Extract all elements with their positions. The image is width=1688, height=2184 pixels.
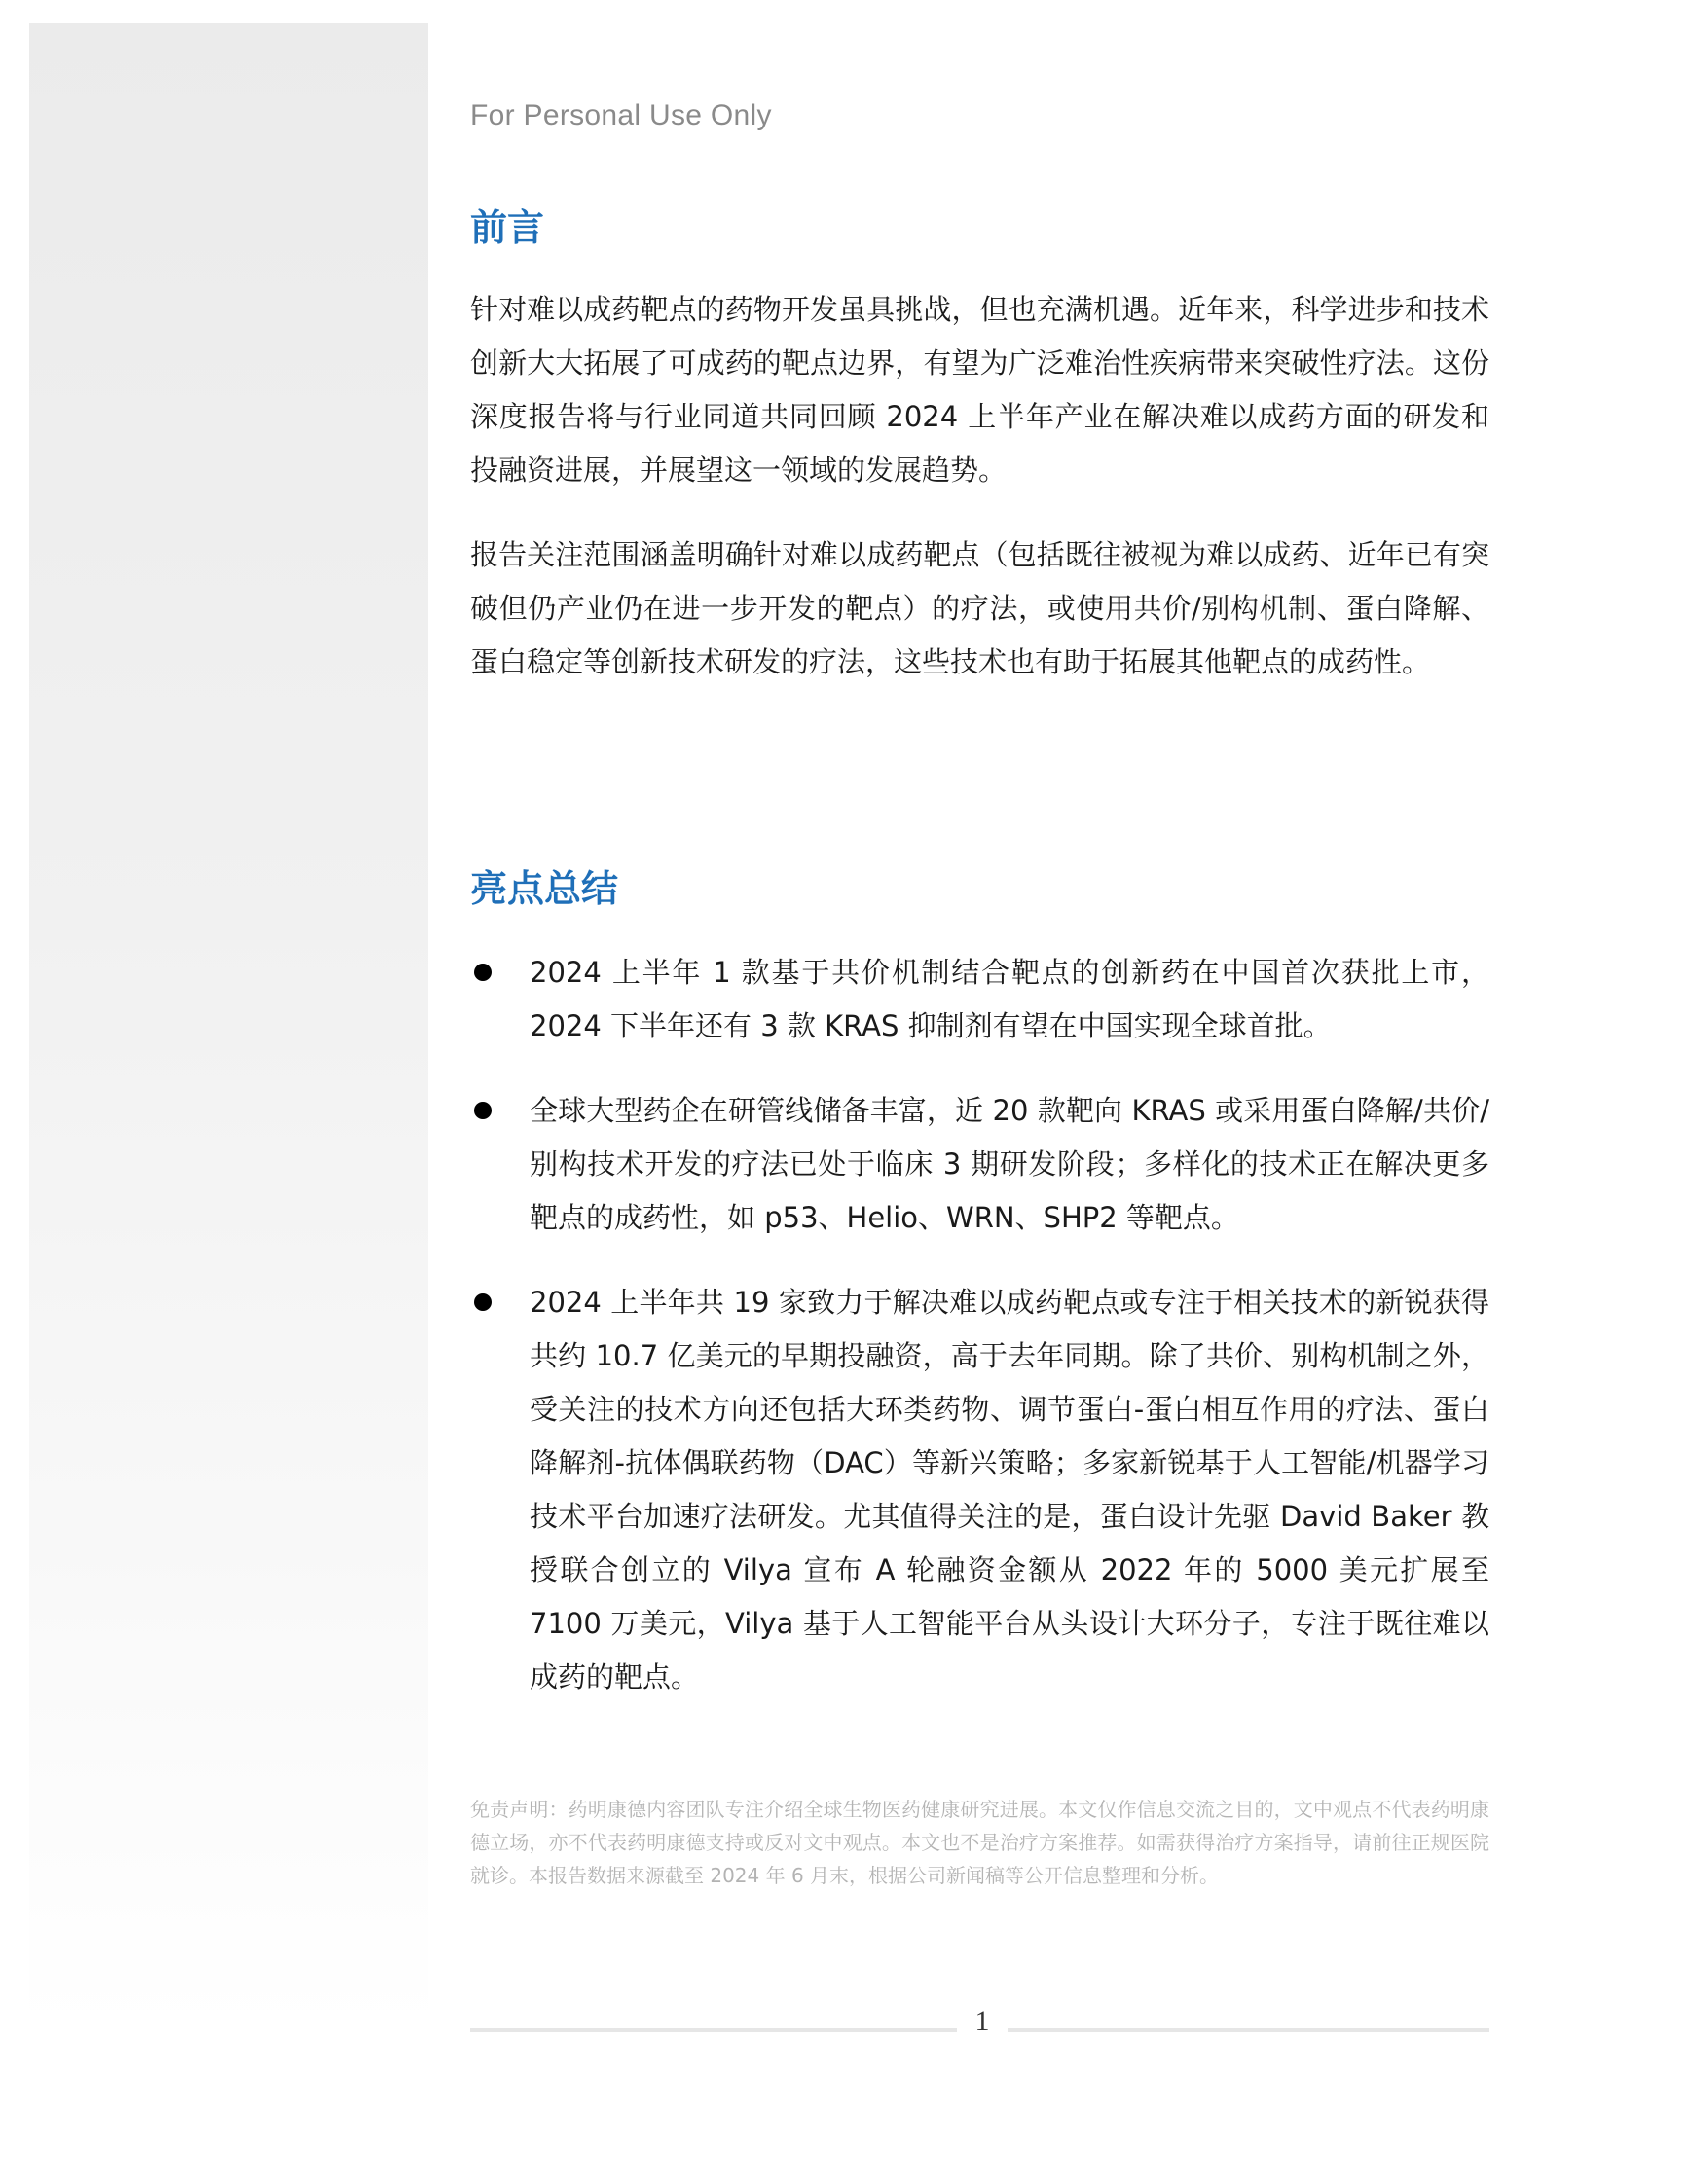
highlight-item [470, 1084, 1489, 1245]
page-number: 1 [974, 2005, 990, 2037]
highlight-text: 全球大型药企在研管线储备丰富，近 20 款靶向 KRAS 或采用蛋白降解/共价/别构技术开发的疗法已处于临床 3 期研发阶段；多样化的技术正在解决更多靶点的成药性，如 p53、Helio、WRN、SHP2 等靶点。 [530, 1094, 1489, 1234]
foreword-paragraph: 针对难以成药靶点的药物开发虽具挑战，但也充满机遇。近年来，科学进步和技术创新大大拓展了可成药的靶点边界，有望为广泛难治性疾病带来突破性疗法。这份深度报告将与行业同道共同回顾 2024 上半年产业在解决难以成药方面的研发和投融资进展，并展望这一领域的发展趋势。 [470, 293, 1489, 487]
footer-divider-right [1008, 2028, 1489, 2032]
bullet-dot-icon [474, 964, 492, 981]
highlight-item [470, 946, 1489, 1053]
footer-divider-left [470, 2028, 957, 2032]
bullet-dot-icon [474, 1102, 492, 1119]
foreword-paragraph: 报告关注范围涵盖明确针对难以成药靶点（包括既往被视为难以成药、近年已有突破但仍产业仍在进一步开发的靶点）的疗法，或使用共价/别构机制、蛋白降解、蛋白稳定等创新技术研发的疗法，这些技术也有助于拓展其他靶点的成药性。 [470, 538, 1489, 678]
decorative-sidebar-panel [29, 23, 428, 2028]
foreword-heading: 前言 [470, 206, 545, 249]
highlight-text: 2024 上半年共 19 家致力于解决难以成药靶点或专注于相关技术的新锐获得共约 10.7 亿美元的早期投融资，高于去年同期。除了共价、别构机制之外，受关注的技术方向还包括大环类药物、调节蛋白-蛋白相互作用的疗法、蛋白降解剂-抗体偶联药物（DAC）等新兴策略；多家新锐基于人工智能/机器学习技术平台加速疗法研发。尤其值得关注的是，蛋白设计先驱 David Baker 教授联合创立的 Vilya 宣布 A 轮融资金额从 2022 年的 5000 美元扩展至 7100 万美元，Vilya 基于人工智能平台从头设计大环分子，专注于既往难以成药的靶点。 [530, 1286, 1489, 1693]
disclaimer-text: 免责声明：药明康德内容团队专注介绍全球生物医药健康研究进展。本文仅作信息交流之目的，文中观点不代表药明康德立场，亦不代表药明康德支持或反对文中观点。本文也不是治疗方案推荐。如需获得治疗方案指导，请前往正规医院就诊。本报告数据来源截至 2024 年 6 月末，根据公司新闻稿等公开信息整理和分析。 [470, 1798, 1489, 1887]
highlight-item [470, 1276, 1489, 1704]
personal-use-watermark: For Personal Use Only [470, 99, 772, 131]
bullet-dot-icon [474, 1293, 492, 1311]
highlights-heading: 亮点总结 [470, 867, 619, 910]
highlight-text: 2024 上半年 1 款基于共价机制结合靶点的创新药在中国首次获批上市，2024 下半年还有 3 款 KRAS 抑制剂有望在中国实现全球首批。 [530, 956, 1489, 1042]
highlights-list [470, 946, 1489, 1735]
